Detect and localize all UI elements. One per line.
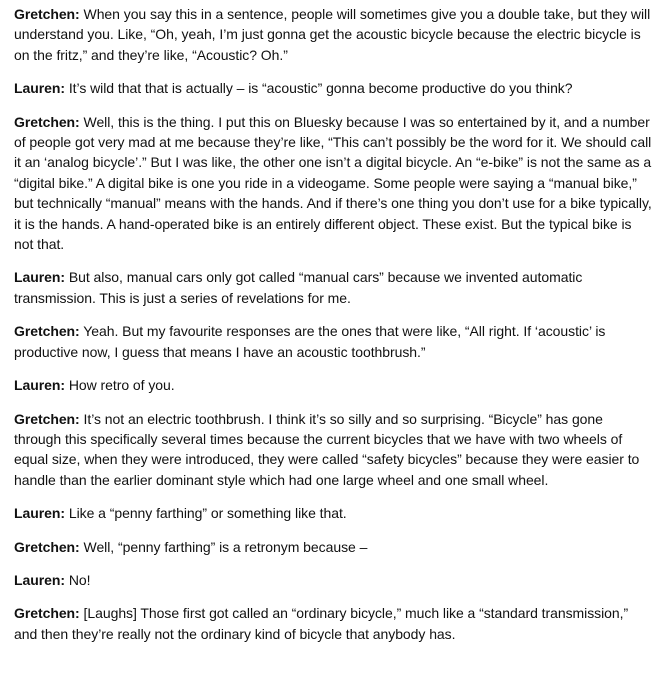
speaker-name: Gretchen: (14, 605, 80, 622)
transcript-paragraph (14, 603, 652, 644)
utterance-text: No! (68, 571, 91, 588)
transcript-paragraph (14, 267, 652, 308)
utterance-text: It’s wild that that is actually – is “acoustic” gonna become productive do you think? (68, 80, 573, 97)
utterance-text: How retro of you. (68, 377, 175, 394)
transcript-paragraph (14, 409, 652, 491)
utterance-text: Well, this is the thing. I put this on Bluesky because I was so entertained by it, and a number of people got very mad at me because they’re like, “This can’t possibly be the word for it. We should call it an ‘analog bicycle’.” But I was like, the other one isn’t a digital bicycle. An “e-bike” is not the same as a “digital bike.” A digital bike is one you ride in a videogame. Some people were saying a “manual bike,” but technically “manual” means with the hands. And if there’s one thing you don’t use for a bike typically, it is the hands. A hand-operated bike is an entirely different object. These exist. But the typical bike is not that. (14, 113, 652, 253)
utterance-text: It’s not an electric toothbrush. I think it’s so silly and so surprising. “Bicycle” has gone through this specifically several times because the current bicycles that we have with two wheels of equal size, when they were introduced, they were called “safety bicycles” because they were easier to handle than the earlier dominant style which had one large wheel and one small wheel. (14, 410, 640, 488)
transcript-paragraph (14, 537, 652, 557)
speaker-name: Lauren: (14, 505, 65, 522)
speaker-name: Lauren: (14, 80, 65, 97)
speaker-name: Gretchen: (14, 113, 80, 130)
transcript-paragraph (14, 375, 652, 395)
utterance-text: [Laughs] Those first got called an “ordinary bicycle,” much like a “standard transmission,” and then they’re really not the ordinary kind of bicycle that anybody has. (14, 605, 629, 642)
utterance-text: Like a “penny farthing” or something like that. (68, 505, 347, 522)
speaker-name: Lauren: (14, 377, 65, 394)
utterance-text: Yeah. But my favourite responses are the ones that were like, “All right. If ‘acoustic’ is productive now, I guess that means I have an acoustic toothbrush.” (14, 323, 606, 360)
utterance-text: But also, manual cars only got called “manual cars” because we invented automatic transmission. This is just a series of revelations for me. (14, 269, 583, 306)
speaker-name: Gretchen: (14, 410, 80, 427)
speaker-name: Gretchen: (14, 323, 80, 340)
transcript-paragraph (14, 112, 652, 255)
transcript-paragraph (14, 570, 652, 590)
transcript-paragraph (14, 321, 652, 362)
speaker-name: Gretchen: (14, 538, 80, 555)
transcript-paragraph (14, 503, 652, 523)
speaker-name: Lauren: (14, 269, 65, 286)
utterance-text: When you say this in a sentence, people will sometimes give you a double take, but they will understand you. Like, “Oh, yeah, I’m just gonna get the acoustic bicycle because the electric bicycle is on the fritz,” and they’re like, “Acoustic? Oh.” (14, 6, 651, 63)
utterance-text: Well, “penny farthing” is a retronym because – (83, 538, 368, 555)
speaker-name: Gretchen: (14, 6, 80, 22)
transcript-paragraph (14, 4, 652, 65)
speaker-name: Lauren: (14, 571, 65, 588)
transcript-paragraph (14, 78, 652, 98)
